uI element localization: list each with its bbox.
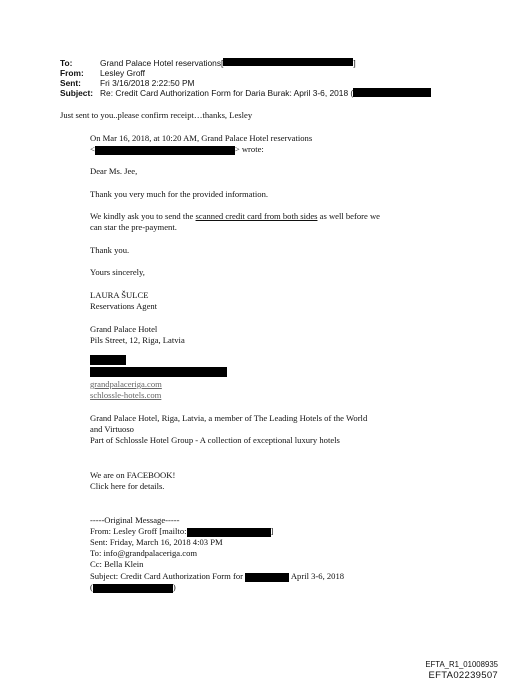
original-from-close: ]	[270, 526, 274, 536]
paren-close: )	[172, 582, 176, 592]
subject-value: Re: Credit Card Authorization Form for Daria Burak: April 3-6, 2018 (	[100, 88, 354, 98]
reply-message: Just sent to you..please confirm receipt…thanks, Lesley	[60, 110, 253, 120]
request-line2: can star the pre-payment.	[90, 222, 177, 232]
redaction-bar	[245, 573, 289, 582]
hotel-address: Pils Street, 12, Riga, Latvia	[90, 335, 185, 345]
original-from	[90, 526, 273, 537]
signature-title: Reservations Agent	[90, 301, 158, 311]
to-label: To:	[60, 58, 73, 68]
redaction-bar	[90, 367, 227, 377]
thank-you: Thank you.	[90, 245, 130, 255]
group-website-link[interactable]: schlossle-hotels.com	[90, 390, 162, 400]
original-subject-post: April 3-6, 2018	[290, 571, 345, 581]
original-divider: -----Original Message-----	[90, 515, 180, 525]
subject-label: Subject:	[60, 88, 94, 98]
hotel-name: Grand Palace Hotel	[90, 324, 158, 334]
email-header	[60, 58, 431, 98]
facebook-details-link[interactable]: Click here for details.	[90, 481, 165, 491]
original-subject-pre: Subject: Credit Card Authorization Form for	[90, 571, 243, 581]
redaction-bar	[353, 88, 431, 97]
to-value: Grand Palace Hotel reservations[	[100, 58, 224, 68]
facebook-line1: We are on FACEBOOK!	[90, 470, 176, 480]
greeting: Dear Ms. Jee,	[90, 166, 138, 176]
header-to-row	[60, 58, 431, 68]
original-to: To: info@grandpalaceriga.com	[90, 548, 198, 558]
bates-code-2: EFTA02239507	[428, 670, 498, 681]
scanned-card-link[interactable]: scanned credit card from both sides	[195, 211, 318, 221]
header-sent-row	[60, 78, 431, 88]
header-subject-row	[60, 88, 431, 98]
from-label: From:	[60, 68, 84, 78]
signature-name: LAURA ŠULCE	[90, 290, 149, 300]
bates-code-1: EFTA_R1_01008935	[425, 660, 498, 669]
quote-intro-line1: On Mar 16, 2018, at 10:20 AM, Grand Palace Hotel reservations	[90, 133, 313, 143]
intro-wrote: > wrote:	[234, 144, 264, 154]
member-line1: Grand Palace Hotel, Riga, Latvia, a member of The Leading Hotels of the World	[90, 413, 368, 423]
redaction-bar	[95, 146, 235, 155]
request-line1	[90, 211, 380, 222]
paren-open: (	[90, 582, 93, 592]
hotel-website-link[interactable]: grandpalaceriga.com	[90, 379, 162, 389]
redaction-bar	[187, 528, 271, 537]
redaction-bar	[93, 584, 173, 593]
redaction-bar	[90, 355, 126, 365]
sent-label: Sent:	[60, 78, 81, 88]
original-sent: Sent: Friday, March 16, 2018 4:03 PM	[90, 537, 223, 547]
original-subject	[90, 571, 344, 582]
member-line2: and Virtuoso	[90, 424, 134, 434]
member-line3: Part of Schlossle Hotel Group - A collection of exceptional luxury hotels	[90, 435, 340, 445]
header-from-row	[60, 68, 431, 78]
to-close: ]	[353, 58, 356, 68]
from-value: Lesley Groff	[100, 68, 145, 78]
sent-value: Fri 3/16/2018 2:22:50 PM	[100, 78, 195, 88]
redaction-bar	[223, 58, 356, 68]
closing: Yours sincerely,	[90, 267, 145, 277]
request-post: as well before we	[317, 211, 380, 221]
original-subject-line2	[90, 582, 176, 593]
quote-intro-line2	[90, 144, 264, 155]
thanks-info: Thank you very much for the provided information.	[90, 189, 269, 199]
original-cc: Cc: Bella Klein	[90, 559, 144, 569]
request-pre: We kindly ask you to send the	[90, 211, 196, 221]
intro-lt: <	[90, 144, 95, 154]
original-from-text: From: Lesley Groff [mailto:	[90, 526, 187, 536]
